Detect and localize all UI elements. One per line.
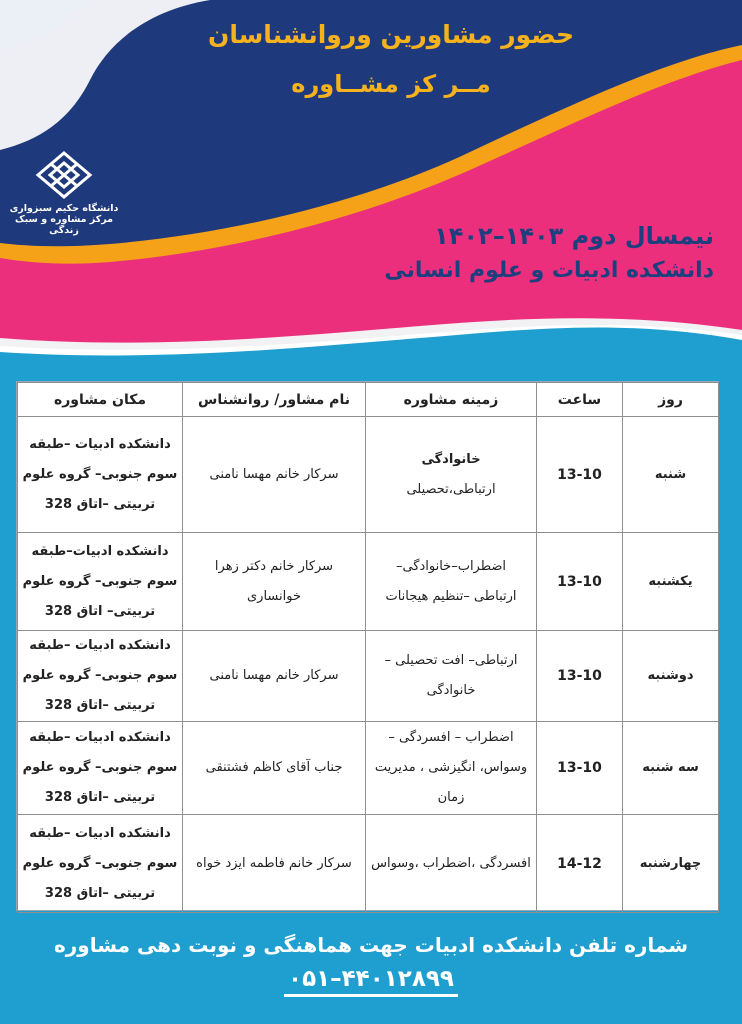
topic-line: اضطراب–خانوادگی– bbox=[395, 558, 507, 574]
header-hour: ساعت bbox=[537, 383, 623, 417]
main-title: حضور مشاورین وروانشناسان bbox=[207, 20, 574, 49]
university-logo bbox=[8, 150, 120, 236]
university-emblem-icon bbox=[35, 150, 93, 200]
table-header-row bbox=[18, 383, 719, 417]
row-place bbox=[18, 722, 183, 815]
schedule-table bbox=[17, 382, 719, 913]
header-place: مکان مشاوره bbox=[18, 383, 183, 417]
row-topic bbox=[366, 722, 537, 815]
row-day: شنبه bbox=[623, 417, 719, 533]
header-topic: زمینه مشاوره bbox=[366, 383, 537, 417]
row-counselor bbox=[183, 417, 366, 533]
counselor-line: سرکار خانم دکتر زهرا bbox=[214, 558, 334, 574]
row-topic bbox=[366, 815, 537, 913]
row-place bbox=[18, 417, 183, 533]
row-place bbox=[18, 815, 183, 913]
place-line: تربیتی –اتاق 328 bbox=[44, 496, 156, 512]
place-line: دانشکده ادبیات –طبقه bbox=[29, 730, 171, 745]
table-row bbox=[18, 631, 719, 722]
logo-university-name: دانشگاه حکیم سبزواری bbox=[9, 203, 119, 214]
topic-line: ارتباطی،تحصیلی bbox=[406, 481, 496, 497]
counselor-line: خوانساری bbox=[247, 588, 301, 604]
row-counselor bbox=[183, 631, 366, 722]
place-line: دانشکده ادبیات –طبقه bbox=[29, 638, 171, 653]
faculty-label: دانشکده ادبیات و علوم انسانی bbox=[384, 258, 714, 283]
phone-label: شماره تلفن دانشکده ادبیات جهت هماهنگی و نوبت دهی مشاوره bbox=[53, 933, 688, 957]
place-line: دانشکده ادبیات–طبقه bbox=[31, 543, 169, 559]
row-counselor bbox=[183, 815, 366, 913]
topic-line: وسواس، انگیزشی ، مدیریت bbox=[374, 760, 528, 775]
topic-line: ارتباطی– افت تحصیلی – bbox=[384, 653, 518, 668]
topic-line: افسردگی ،اضطراب ،وسواس bbox=[371, 855, 531, 871]
topic-line: اضطراب – افسردگی – bbox=[388, 730, 514, 745]
counselor-line: سرکار خانم فاطمه ایزد خواه bbox=[196, 855, 352, 871]
header-day: روز bbox=[623, 383, 719, 417]
table-row bbox=[18, 533, 719, 631]
counselor-line: سرکار خانم مهسا نامنی bbox=[209, 668, 339, 683]
table-row bbox=[18, 417, 719, 533]
row-day: یکشنبه bbox=[623, 533, 719, 631]
place-line: سوم جنوبی– گروه علوم bbox=[22, 573, 178, 589]
logo-center-name: مرکز مشاوره و سبک زندگی bbox=[14, 214, 114, 236]
place-line: تربیتی –اتاق 328 bbox=[44, 885, 156, 901]
row-counselor bbox=[183, 533, 366, 631]
topic-line: خانوادگی bbox=[421, 451, 481, 467]
place-line: تربیتی –اتاق 328 bbox=[44, 698, 156, 713]
place-line: سوم جنوبی– گروه علوم bbox=[22, 668, 178, 683]
row-place bbox=[18, 533, 183, 631]
row-topic bbox=[366, 417, 537, 533]
row-hour: 13-10 bbox=[537, 722, 623, 815]
table-row bbox=[18, 722, 719, 815]
row-hour: 13-10 bbox=[537, 631, 623, 722]
topic-line: ارتباطی –تنظیم هیجانات bbox=[385, 588, 517, 604]
phone-number-wrap bbox=[0, 966, 742, 997]
schedule-table-container bbox=[16, 381, 719, 911]
place-line: تربیتی– اتاق 328 bbox=[44, 603, 156, 619]
row-topic bbox=[366, 631, 537, 722]
row-day: سه شنبه bbox=[623, 722, 719, 815]
table-row bbox=[18, 815, 719, 913]
place-line: سوم جنوبی– گروه علوم bbox=[22, 466, 178, 482]
semester-label: نیمسال دوم ۱۴۰۳–۱۴۰۲ bbox=[434, 222, 714, 250]
place-line: سوم جنوبی– گروه علوم bbox=[22, 760, 178, 775]
place-line: دانشکده ادبیات –طبقه bbox=[29, 436, 171, 452]
topic-line: خانوادگی bbox=[426, 683, 476, 698]
phone-number[interactable]: ۰۵۱–۴۴۰۱۲۸۹۹ bbox=[284, 966, 458, 997]
place-line: سوم جنوبی– گروه علوم bbox=[22, 855, 178, 871]
place-line: تربیتی –اتاق 328 bbox=[44, 790, 156, 805]
counselor-line: سرکار خانم مهسا نامنی bbox=[209, 466, 339, 482]
row-hour: 13-10 bbox=[537, 417, 623, 533]
row-day: چهارشنبه bbox=[623, 815, 719, 913]
counselor-line: جناب آقای کاظم فشتنقی bbox=[205, 760, 343, 775]
row-place bbox=[18, 631, 183, 722]
row-hour: 13-10 bbox=[537, 533, 623, 631]
header-counselor: نام مشاور/ روانشناس bbox=[183, 383, 366, 417]
main-subtitle: مــر کز مشــاوره bbox=[291, 70, 491, 98]
row-hour: 14-12 bbox=[537, 815, 623, 913]
row-counselor bbox=[183, 722, 366, 815]
topic-line: زمان bbox=[437, 790, 465, 805]
place-line: دانشکده ادبیات –طبقه bbox=[29, 825, 171, 841]
row-day: دوشنبه bbox=[623, 631, 719, 722]
row-topic bbox=[366, 533, 537, 631]
